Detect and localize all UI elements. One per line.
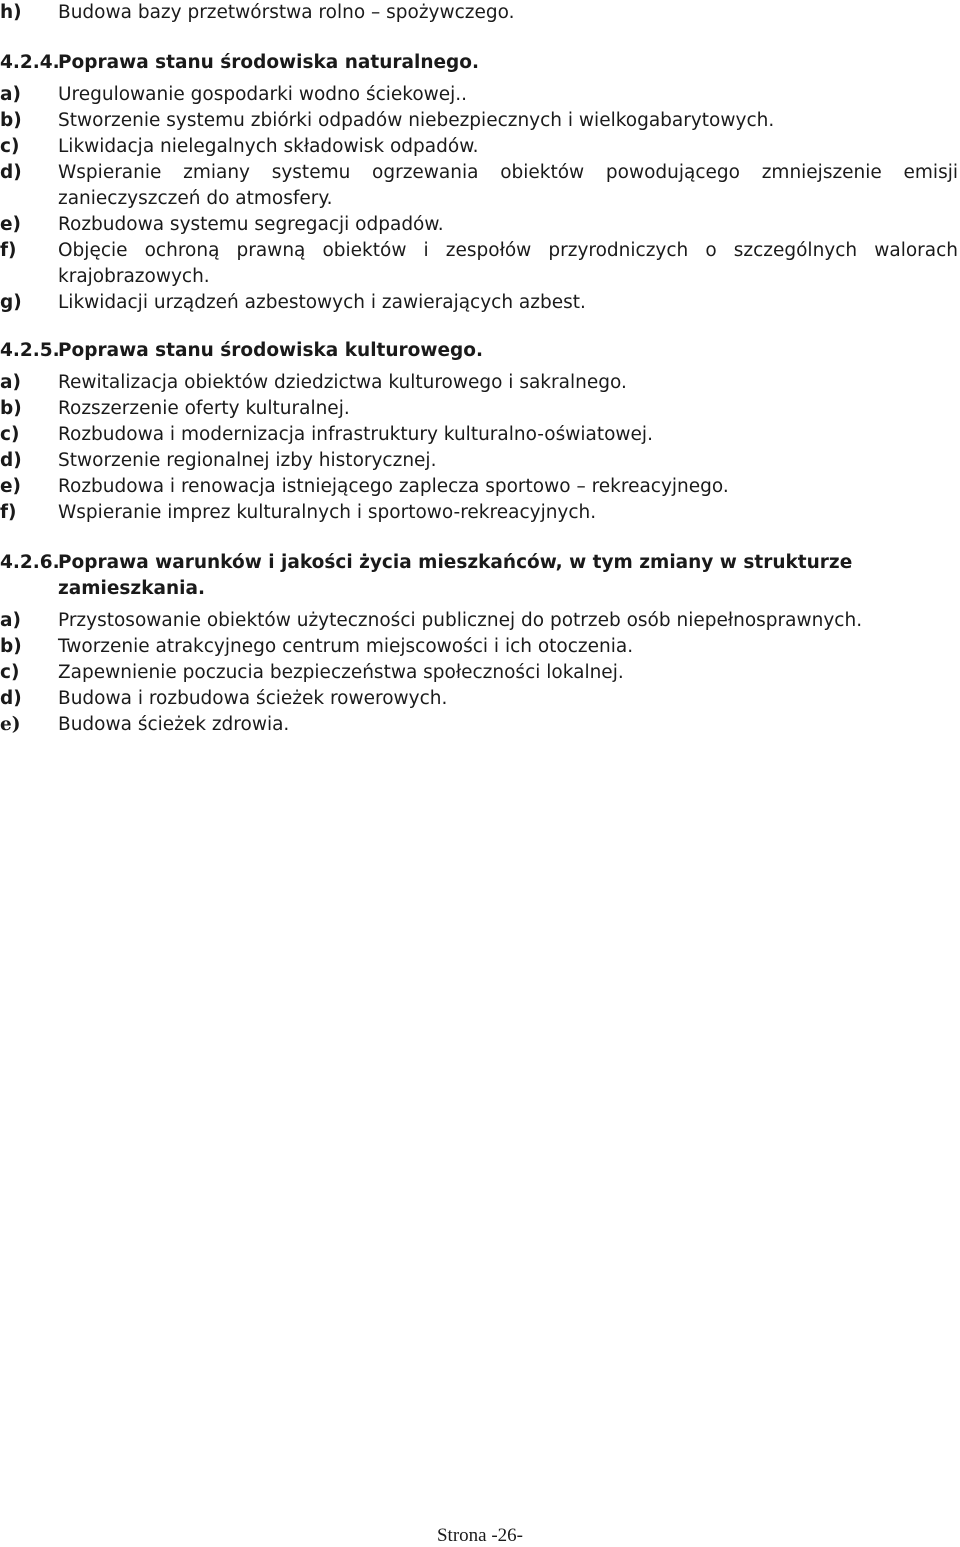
list-item-text: Zapewnienie poczucia bezpieczeństwa społeczności lokalnej.: [58, 662, 624, 683]
list-marker: b): [0, 110, 22, 131]
list-marker: f): [0, 240, 17, 261]
list-item: [0, 448, 958, 474]
section-title: Poprawa stanu środowiska naturalnego.: [58, 52, 480, 73]
list-marker: c): [0, 136, 20, 157]
section: [0, 50, 958, 316]
list-item-text: Wspieranie imprez kulturalnych i sportowo-rekreacyjnych.: [58, 502, 597, 523]
list-item-text: Tworzenie atrakcyjnego centrum miejscowości i ich otoczenia.: [58, 636, 634, 657]
list-item: [0, 134, 958, 160]
list-marker: b): [0, 636, 22, 657]
list-marker: b): [0, 398, 22, 419]
list-marker: a): [0, 610, 21, 631]
list-marker: a): [0, 84, 21, 105]
list-item-text: Likwidacja nielegalnych składowisk odpadów.: [58, 136, 479, 157]
list-item: [0, 474, 958, 500]
list-item-text: Rewitalizacja obiektów dziedzictwa kulturowego i sakralnego.: [58, 372, 627, 393]
list-marker: e): [0, 214, 22, 235]
list-marker: e): [0, 476, 22, 497]
list-item: [0, 422, 958, 448]
section-number: 4.2.5.: [0, 340, 60, 361]
page-footer: Strona -26-: [436, 1525, 523, 1546]
list-item-text: Budowa ścieżek zdrowia.: [58, 714, 290, 735]
list-item: [0, 290, 958, 316]
list-item: [0, 82, 958, 108]
list-item: [0, 686, 958, 712]
section-heading: [0, 550, 958, 602]
list-item-text: Objęcie ochroną prawną obiektów i zespołów przyrodniczych o szczególnych walorach krajobrazowych.: [58, 240, 958, 287]
list-marker: e): [0, 714, 21, 735]
section-heading: [0, 50, 958, 76]
list-item: [0, 396, 958, 422]
list-item-text: Rozszerzenie oferty kulturalnej.: [58, 398, 350, 419]
list-item: [0, 238, 958, 290]
list-item-text: Stworzenie regionalnej izby historycznej.: [58, 450, 437, 471]
section: [0, 338, 958, 526]
section-number: 4.2.6.: [0, 552, 60, 573]
list-marker: a): [0, 372, 21, 393]
list-item: [0, 370, 958, 396]
list-item: [0, 0, 958, 26]
list-marker: d): [0, 450, 22, 471]
list-item-text: Rozbudowa i renowacja istniejącego zaplecza sportowo – rekreacyjnego.: [58, 476, 729, 497]
list-item-text: Uregulowanie gospodarki wodno ściekowej..: [58, 84, 468, 105]
list-item-text: Rozbudowa systemu segregacji odpadów.: [58, 214, 444, 235]
list-item: [0, 500, 958, 526]
list-item: [0, 108, 958, 134]
list-item-text: Rozbudowa i modernizacja infrastruktury kulturalno-oświatowej.: [58, 424, 653, 445]
section: [0, 550, 958, 738]
section-title: Poprawa warunków i jakości życia mieszkańców, w tym zmiany w strukturze zamieszkania.: [58, 552, 853, 599]
list-item: [0, 608, 958, 634]
list-marker: h): [0, 2, 22, 23]
list-item: [0, 634, 958, 660]
section-title: Poprawa stanu środowiska kulturowego.: [58, 340, 484, 361]
section-heading: [0, 338, 958, 364]
list-item: [0, 160, 958, 212]
list-marker: c): [0, 662, 20, 683]
list-marker: d): [0, 688, 22, 709]
list-marker: d): [0, 162, 22, 183]
list-item-text: Budowa bazy przetwórstwa rolno – spożywczego.: [58, 2, 515, 23]
list-item-text: Budowa i rozbudowa ścieżek rowerowych.: [58, 688, 448, 709]
section: [0, 0, 958, 26]
list-marker: c): [0, 424, 20, 445]
list-marker: g): [0, 292, 22, 313]
list-item-text: Przystosowanie obiektów użyteczności publicznej do potrzeb osób niepełnosprawnych.: [58, 610, 863, 631]
list-item-text: Likwidacji urządzeń azbestowych i zawierających azbest.: [58, 292, 586, 313]
list-marker: f): [0, 502, 17, 523]
list-item-text: Stworzenie systemu zbiórki odpadów niebezpiecznych i wielkogabarytowych.: [58, 110, 775, 131]
list-item-text: Wspieranie zmiany systemu ogrzewania obiektów powodującego zmniejszenie emisji zanieczyszczeń do atmosfery.: [58, 162, 958, 209]
list-item: [0, 660, 958, 686]
list-item: [0, 712, 958, 738]
list-item: [0, 212, 958, 238]
section-number: 4.2.4.: [0, 52, 60, 73]
